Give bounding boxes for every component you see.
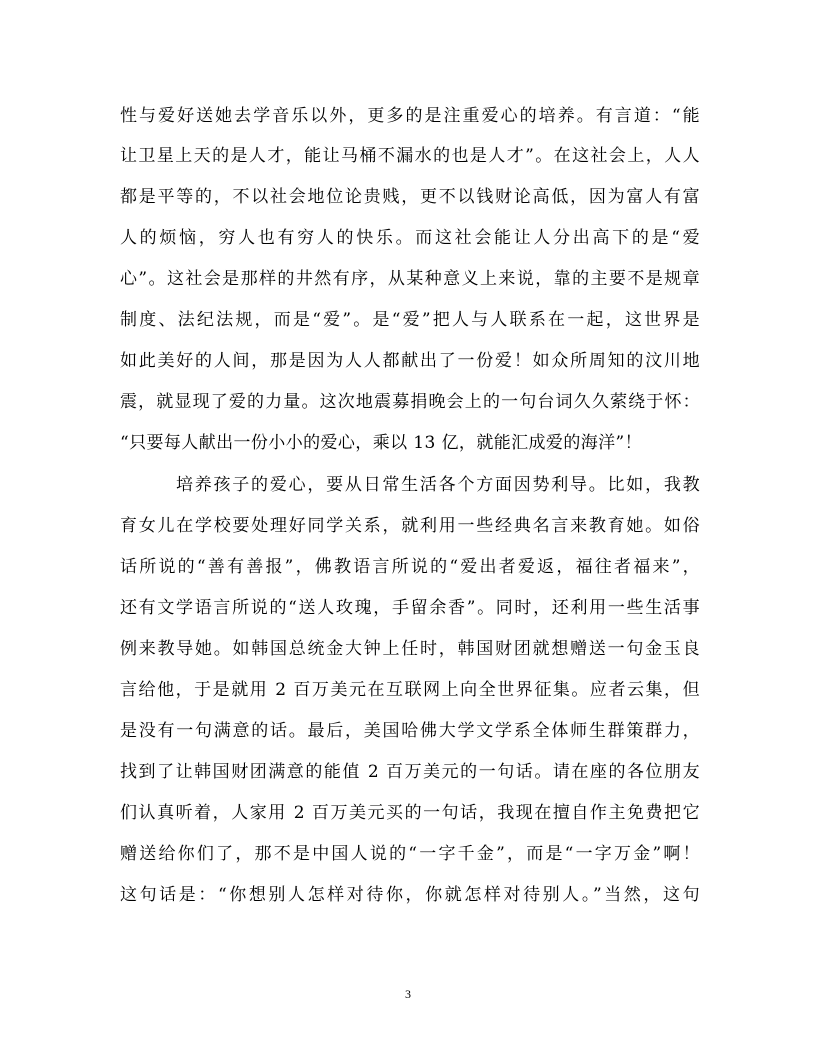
text-line: 是没有一句满意的话。最后，美国哈佛大学文学系全体师生群策群力， bbox=[120, 721, 700, 741]
text-line: 赠送给你们了，那不是中国人说的“一字千金”，而是“一字万金”啊！ bbox=[120, 844, 700, 864]
text-line: 们认真听着，人家用 2 百万美元买的一句话，我现在擅自作主免费把它 bbox=[120, 803, 700, 823]
text-line: 心”。这社会是那样的井然有序，从某种意义上来说，靠的主要不是规章 bbox=[120, 269, 700, 289]
text-line: 例来教导她。如韩国总统金大钟上任时，韩国财团就想赠送一句金玉良 bbox=[120, 639, 700, 659]
text-line: 震，就显现了爱的力量。这次地震募捐晚会上的一句台词久久萦绕于怀： bbox=[120, 392, 700, 412]
text-line: 人的烦恼，穷人也有穷人的快乐。而这社会能让人分出高下的是“爱 bbox=[120, 228, 700, 248]
text-line: 制度、法纪法规，而是“爱”。是“爱”把人与人联系在一起，这世界是 bbox=[120, 310, 700, 330]
text-line: 言给他，于是就用 2 百万美元在互联网上向全世界征集。应者云集，但 bbox=[120, 680, 700, 700]
text-line: 让卫星上天的是人才，能让马桶不漏水的也是人才”。在这社会上，人人 bbox=[120, 146, 700, 166]
text-line: 找到了让韩国财团满意的能值 2 百万美元的一句话。请在座的各位朋友 bbox=[120, 762, 700, 782]
text-line: 如此美好的人间，那是因为人人都献出了一份爱！如众所周知的汶川地 bbox=[120, 351, 700, 371]
text-line: 还有文学语言所说的“送人玫瑰，手留余香”。同时，还利用一些生活事 bbox=[120, 598, 700, 618]
text-line: 这句话是：“你想别人怎样对待你，你就怎样对待别人。”当然，这句 bbox=[120, 885, 700, 905]
text-line: 都是平等的，不以社会地位论贵贱，更不以钱财论高低，因为富人有富 bbox=[120, 187, 700, 207]
text-line: 育女儿在学校要处理好同学关系，就利用一些经典名言来教育她。如俗 bbox=[120, 516, 700, 536]
text-line: 性与爱好送她去学音乐以外，更多的是注重爱心的培养。有言道：“能 bbox=[120, 106, 700, 126]
page-number: 3 bbox=[405, 987, 411, 1001]
paragraph-first-line: 培养孩子的爱心，要从日常生活各个方面因势利导。比如，我教 bbox=[176, 475, 700, 495]
text-line: “只要每人献出一份小小的爱心，乘以 13 亿，就能汇成爱的海洋”！ bbox=[120, 433, 643, 453]
text-line: 话所说的“善有善报”，佛教语言所说的“爱出者爱返，福往者福来”， bbox=[120, 557, 700, 577]
